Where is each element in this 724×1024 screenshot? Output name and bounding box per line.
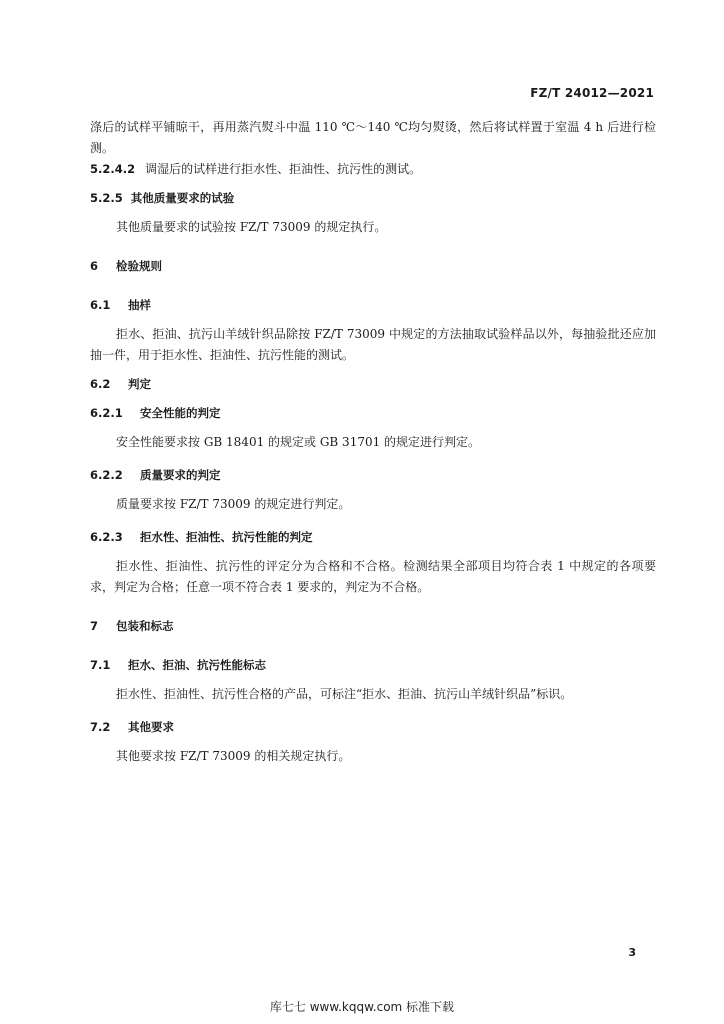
heading-number: 6.1: [90, 298, 111, 312]
continued-paragraph: 涤后的试样平铺晾干，再用蒸汽熨斗中温 110 ℃～140 ℃均匀熨烫，然后将试样置于室温 4 h 后进行检测。: [90, 120, 656, 155]
heading-title: 抽样: [128, 298, 151, 312]
heading-title: 安全性能的判定: [140, 406, 221, 420]
heading-5-2-5: [90, 188, 656, 209]
clause-text: 调湿后的试样进行拒水性、拒油性、抗污性的测试。: [145, 162, 422, 176]
page-number: 3: [628, 946, 636, 959]
heading-title: 检验规则: [116, 259, 162, 273]
heading-title: 判定: [128, 377, 151, 391]
heading-6-2-3: [90, 527, 656, 548]
heading-6-1: [90, 295, 656, 316]
heading-number: 6.2: [90, 377, 111, 391]
heading-title: 其他质量要求的试验: [130, 191, 235, 205]
standard-code: FZ/T 24012—2021: [530, 86, 654, 100]
heading-number: 6.2.2: [90, 468, 123, 482]
heading-7-2: [90, 717, 656, 738]
heading-title: 其他要求: [128, 720, 174, 734]
heading-6: [90, 256, 656, 277]
clause-number: 5.2.4.2: [90, 162, 136, 176]
clause-5-2-4-2: [90, 159, 656, 180]
heading-6-2: [90, 374, 656, 395]
clause-7-1-text: 拒水性、拒油性、抗污性合格的产品，可标注“拒水、拒油、抗污山羊绒针织品”标识。: [116, 687, 573, 701]
heading-title: 拒水性、拒油性、抗污性能的判定: [140, 530, 313, 544]
clause-6-1-text: 拒水、拒油、抗污山羊绒针织品除按 FZ/T 73009 中规定的方法抽取试验样品以外，每抽验批还应加抽一件，用于拒水性、拒油性、抗污性能的测试。: [90, 327, 656, 362]
heading-title: 包装和标志: [116, 619, 174, 633]
heading-number: 6.2.3: [90, 530, 123, 544]
heading-number: 7: [90, 619, 99, 633]
clause-6-2-3-text: 拒水性、拒油性、抗污性的评定分为合格和不合格。检测结果全部项目均符合表 1 中规定的各项要求，判定为合格；任意一项不符合表 1 要求的，判定为不合格。: [90, 559, 656, 594]
heading-number: 6.2.1: [90, 406, 123, 420]
page-content: [90, 117, 656, 767]
heading-number: 7.1: [90, 658, 111, 672]
footer-watermark: 库七七 www.kqqw.com 标准下载: [269, 1000, 455, 1014]
heading-title: 拒水、拒油、抗污性能标志: [128, 658, 266, 672]
clause-5-2-5-text: 其他质量要求的试验按 FZ/T 73009 的规定执行。: [116, 220, 387, 234]
heading-number: 5.2.5: [90, 191, 123, 205]
heading-title: 质量要求的判定: [140, 468, 221, 482]
clause-6-2-1-text: 安全性能要求按 GB 18401 的规定或 GB 31701 的规定进行判定。: [116, 435, 481, 449]
heading-6-2-2: [90, 465, 656, 486]
heading-number: 6: [90, 259, 99, 273]
heading-7-1: [90, 655, 656, 676]
clause-7-2-text: 其他要求按 FZ/T 73009 的相关规定执行。: [116, 749, 351, 763]
heading-6-2-1: [90, 403, 656, 424]
heading-number: 7.2: [90, 720, 111, 734]
heading-7: [90, 616, 656, 637]
clause-6-2-2-text: 质量要求按 FZ/T 73009 的规定进行判定。: [116, 497, 351, 511]
